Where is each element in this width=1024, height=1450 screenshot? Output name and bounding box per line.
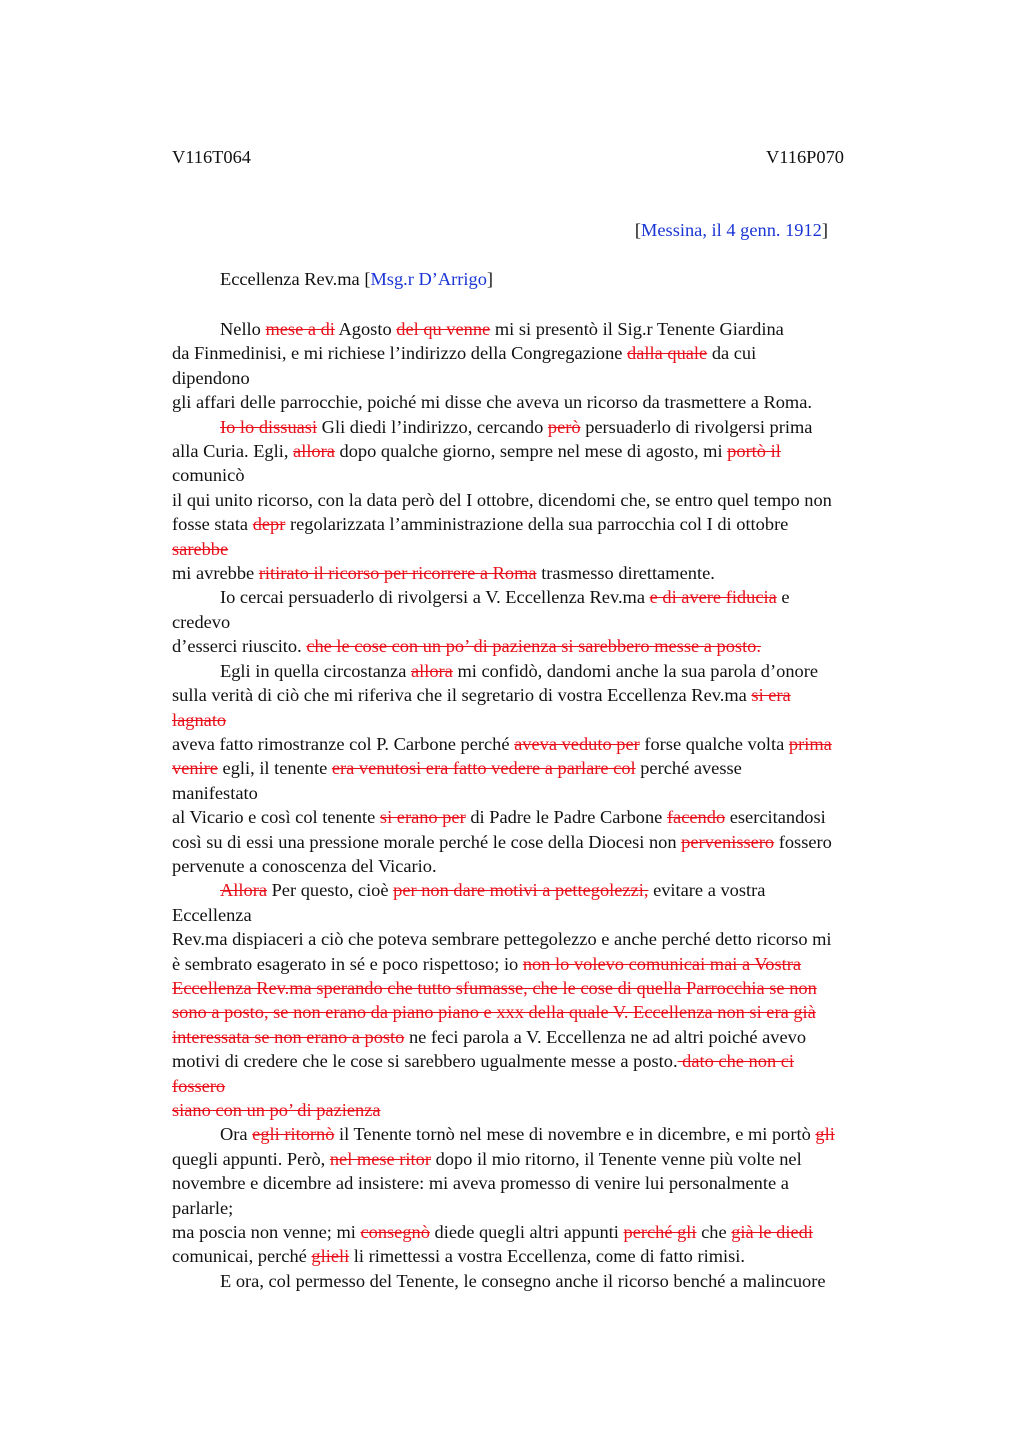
salutation — [220, 269, 493, 290]
deleted-text: egli ritornò — [252, 1124, 335, 1145]
bracket-close: ] — [821, 220, 828, 240]
text: dopo qualche giorno, sempre nel mese di agosto, mi — [334, 441, 728, 462]
right-code: V116P070 — [766, 147, 844, 167]
paragraph-2 — [172, 415, 912, 464]
text: fossero — [774, 831, 832, 852]
deleted-text: non lo volevo comunicai mai a Vostra — [522, 953, 802, 974]
text: sulla verità di ciò che mi riferiva che il segretario di vostra Eccellenza Rev.ma — [172, 685, 752, 706]
text: diede quegli altri appunti — [429, 1222, 624, 1243]
line — [172, 927, 912, 1073]
line: comunicò — [172, 465, 245, 486]
text: regolarizzata l’amministrazione della sua parrocchia col I di ottobre — [285, 514, 789, 535]
deleted-text: allora — [293, 441, 335, 462]
deleted-text: sono a posto, se non erano da piano piano e xxx della quale V. Eccellenza non si era già — [172, 1002, 816, 1023]
text: perché avesse — [635, 758, 742, 779]
deleted-text: ritirato il ricorso per ricorrere a Roma — [258, 563, 537, 584]
text: ma poscia non venne; mi — [172, 1222, 361, 1243]
text: da cui — [707, 343, 757, 364]
deleted-text: mese a di — [265, 319, 335, 339]
text: alla Curia. Egli, — [172, 441, 294, 462]
deleted-text: Io lo dissuasi — [220, 416, 318, 437]
paragraph-5 — [172, 878, 912, 902]
text: Io cercai persuaderlo di rivolgersi a V. Eccellenza Rev.ma — [220, 587, 650, 608]
text: ne feci parola a V. Eccellenza ne ad altri poiché avevo — [404, 1026, 807, 1047]
text: di Padre le Padre Carbone — [465, 807, 667, 828]
deleted-text: che le cose con un po’ di pazienza si sarebbero messe a posto. — [306, 636, 761, 657]
text: persuaderlo di rivolgersi prima — [580, 416, 813, 437]
text: trasmesso direttamente. — [536, 563, 715, 584]
line: Eccellenza — [172, 904, 252, 925]
deleted-text: già le diedi — [731, 1222, 813, 1243]
deleted-text: portò il — [727, 441, 781, 462]
deleted-text: interessata se non erano a posto — [172, 1026, 405, 1047]
line — [172, 1220, 912, 1269]
text: forse qualche volta — [639, 733, 789, 754]
deleted-text: Eccellenza Rev.ma sperando che tutto sfumasse, che le cose di quella Parrocchia se non — [172, 977, 817, 998]
text: Per questo, cioè — [266, 880, 394, 901]
deleted-text: nel mese ritor — [329, 1148, 431, 1169]
addressee-name: Msg.r D’Arrigo — [370, 269, 487, 289]
line — [172, 561, 912, 585]
salutation-text: Eccellenza Rev.ma [ — [220, 269, 371, 289]
deleted-text: gli — [815, 1124, 835, 1145]
line: dipendono — [172, 367, 250, 388]
text: che — [696, 1222, 732, 1243]
text: aveva fatto rimostranze col P. Carbone perché — [172, 733, 515, 754]
deleted-text: dalla quale — [627, 343, 708, 364]
line — [172, 634, 912, 658]
text: quegli appunti. Però, — [172, 1148, 330, 1169]
paragraph-6 — [172, 1122, 912, 1195]
line: manifestato — [172, 782, 258, 803]
deleted-text: pervenissero — [681, 831, 775, 852]
text: evitare a vostra — [648, 880, 766, 901]
deleted-text: depr — [252, 514, 286, 535]
deleted-text: era venutosi era fatto vedere a parlare col — [331, 758, 636, 779]
text: mi confidò, dandomi anche la sua parola d’onore — [452, 660, 818, 681]
deleted-text: si erano per — [379, 807, 466, 828]
deleted-text: venire — [172, 758, 218, 779]
deleted-line: lagnato — [172, 709, 227, 730]
deleted-text: si era — [751, 685, 791, 706]
text: esercitandosi — [725, 807, 826, 828]
letter-body — [172, 317, 912, 1293]
text: egli, il tenente — [217, 758, 332, 779]
line: gli affari delle parrocchie, poiché mi disse che aveva un ricorso da trasmettere a Roma. — [172, 392, 812, 413]
text: mi avrebbe — [172, 563, 259, 584]
text: fosse stata — [172, 514, 253, 535]
deleted-text: prima — [788, 733, 832, 754]
deleted-text: allora — [410, 660, 453, 681]
text: Gli diedi l’indirizzo, cercando — [317, 416, 548, 437]
line — [172, 488, 912, 537]
date-place: Messina, il 4 genn. 1912 — [641, 220, 822, 240]
paragraph-1 — [172, 317, 912, 366]
paragraph-4 — [172, 659, 912, 708]
dateline — [635, 220, 828, 241]
deleted-line: sarebbe — [172, 538, 229, 559]
text: comunicai, perché — [172, 1246, 312, 1267]
paragraph-3 — [172, 585, 912, 609]
text: Ora — [220, 1124, 253, 1145]
text: pervenute a conoscenza del Vicario. — [172, 855, 437, 876]
text: da Finmedinisi, e mi richiese l’indirizzo della Congregazione — [172, 343, 628, 364]
text: mi si presentò il Sig.r Tenente Giardina — [490, 319, 784, 339]
text: novembre e dicembre ad insistere: mi aveva promesso di venire lui personalmente a — [172, 1173, 789, 1194]
text: il qui unito ricorso, con la data però del I ottobre, dicendomi che, se entro quel tempo non — [172, 489, 832, 510]
text: e — [776, 587, 790, 608]
deleted-text: dato che non ci — [677, 1051, 795, 1072]
text: così su di essi una pressione morale perché le cose della Diocesi non — [172, 831, 682, 852]
text: il Tenente tornò nel mese di novembre e in dicembre, e mi portò — [334, 1124, 816, 1145]
left-code: V116T064 — [172, 147, 252, 167]
text: Egli in quella circostanza — [220, 660, 411, 681]
text: Agosto — [334, 319, 397, 339]
text: li rimettessi a vostra Eccellenza, come di fatto rimisi. — [349, 1246, 745, 1267]
deleted-text: del qu venne — [396, 319, 491, 339]
deleted-text: però — [547, 416, 581, 437]
line: credevo — [172, 611, 231, 632]
bracket-open: [ — [634, 220, 642, 240]
deleted-text: aveva veduto per — [514, 733, 640, 754]
bracket-close: ] — [486, 269, 494, 289]
deleted-text: perché gli — [623, 1222, 697, 1243]
line — [172, 805, 912, 878]
deleted-text: facendo — [666, 807, 726, 828]
text: Rev.ma dispiaceri a ciò che poteva sembrare pettegolezzo e anche perché detto ricorso mi — [172, 929, 832, 950]
deleted-text: e di avere fiducia — [649, 587, 777, 608]
deleted-text: Allora — [220, 880, 267, 901]
paragraph-7: E ora, col permesso del Tenente, le consegno anche il ricorso benché a malincuore — [220, 1270, 826, 1291]
text: d’esserci riuscito. — [172, 636, 307, 657]
text: dopo il mio ritorno, il Tenente venne più volte nel — [430, 1148, 802, 1169]
document-codes — [172, 147, 844, 171]
deleted-text: consegnò — [360, 1222, 430, 1243]
deleted-text: glieli — [311, 1246, 350, 1267]
text: al Vicario e così col tenente — [172, 807, 380, 828]
line — [172, 732, 912, 781]
text: è sembrato esagerato in sé e poco rispettoso; io — [172, 953, 523, 974]
text: Nello — [220, 319, 266, 339]
text: motivi di credere che le cose si sarebbero ugualmente messe a posto. — [172, 1051, 678, 1072]
deleted-line: siano con un po’ di pazienza — [172, 1100, 381, 1120]
deleted-text: per non dare motivi a pettegolezzi, — [393, 880, 649, 901]
deleted-line: fossero — [172, 1075, 226, 1096]
line: parlarle; — [172, 1197, 234, 1218]
